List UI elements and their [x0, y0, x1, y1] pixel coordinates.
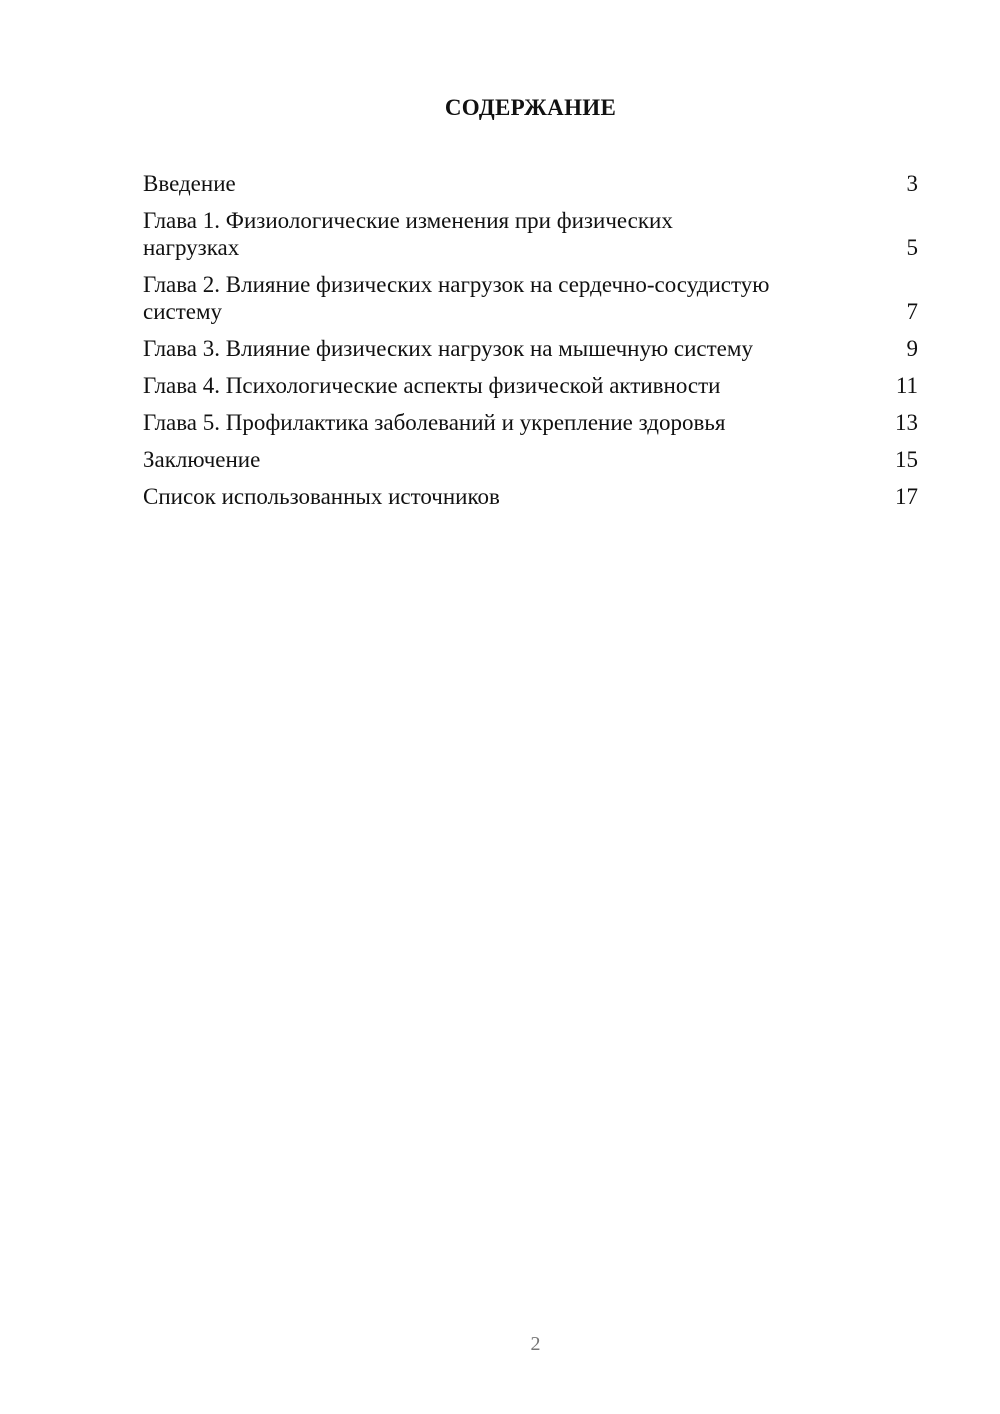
toc-entry-page: 17	[895, 484, 918, 509]
toc-entry-chapter-3	[143, 335, 918, 362]
toc-entry-page: 5	[906, 235, 918, 260]
toc-entry-chapter-1	[143, 207, 918, 261]
toc-entry-chapter-2	[143, 271, 918, 325]
toc-entry-chapter-5	[143, 409, 918, 436]
toc-entry-label: Глава 2. Влияние физических нагрузок на сердечно-сосудистую систему	[143, 272, 770, 324]
toc-entry-page: 11	[895, 373, 918, 398]
toc-entry-references	[143, 483, 918, 510]
toc-entry-label: Список использованных источников	[143, 484, 500, 509]
toc-entry-label: Глава 1. Физиологические изменения при физических нагрузках	[143, 208, 673, 260]
toc-entry-conclusion	[143, 446, 918, 473]
table-of-contents	[143, 170, 918, 520]
toc-entry-label: Глава 5. Профилактика заболеваний и укрепление здоровья	[143, 410, 726, 435]
toc-entry-page: 3	[906, 171, 918, 196]
toc-entry-chapter-4	[143, 372, 918, 399]
toc-entry-introduction	[143, 170, 918, 197]
toc-entry-page: 15	[895, 447, 918, 472]
toc-entry-label: Заключение	[143, 447, 261, 472]
toc-entry-page: 13	[895, 410, 918, 435]
toc-entry-page: 9	[906, 336, 918, 361]
toc-entry-page: 7	[906, 299, 918, 324]
page-number: 2	[530, 1333, 541, 1355]
toc-entry-label: Введение	[143, 171, 236, 196]
toc-entry-label: Глава 3. Влияние физических нагрузок на мышечную систему	[143, 336, 753, 361]
toc-heading: СОДЕРЖАНИЕ	[444, 95, 617, 120]
toc-entry-label: Глава 4. Психологические аспекты физической активности	[143, 373, 721, 398]
